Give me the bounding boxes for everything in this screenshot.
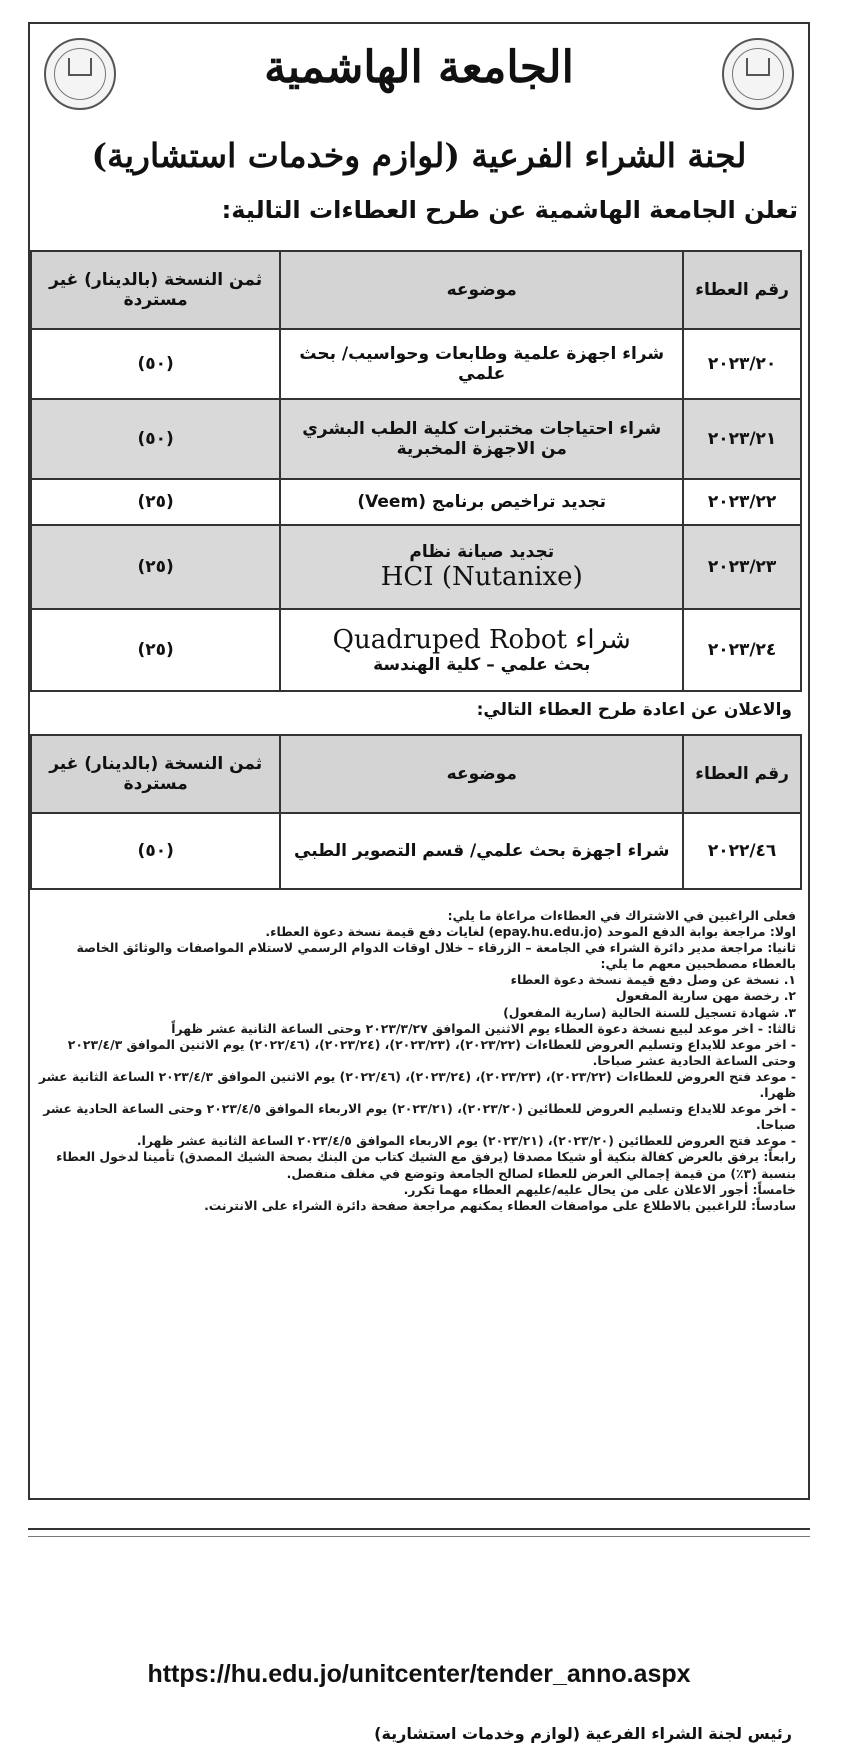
condition-line: - اخر موعد للايداع وتسليم العروض للعطاءات (٢٠٢٣/٢٢)، (٢٠٢٣/٢٣)، (٢٠٢٣/٢٤)، (٢٠٢٢/٤٦) يوم الاثنين الموافق ٢٠٢٣/٤/٣ وحتى الساعة الحادية عشر صباحا. bbox=[67, 1036, 796, 1068]
university-seal-icon bbox=[44, 38, 116, 110]
condition-line: سادساً: للراغبين بالاطلاع على مواصفات العطاء يمكنهم مراجعة صفحة دائرة الشراء على الانترنت. bbox=[204, 1197, 796, 1213]
tender-subject-line1: شراء Quadruped Robot bbox=[332, 625, 631, 655]
table-row bbox=[31, 609, 801, 691]
reannounce-line: والاعلان عن اعادة طرح العطاء التالي: bbox=[476, 700, 792, 720]
condition-line: ٢. رخصة مهن سارية المفعول bbox=[615, 988, 796, 1004]
university-seal-icon bbox=[722, 38, 794, 110]
header-price: ثمن النسخة (بالدينار) غير مستردة bbox=[31, 735, 280, 813]
conditions-text bbox=[38, 908, 796, 1214]
advertisement-frame bbox=[28, 22, 810, 1743]
tender-subject-line1: تجديد صيانة نظام bbox=[409, 542, 555, 562]
condition-line: خامساً: أجور الاعلان على من يحال عليه/عليهم العطاء مهما تكرر. bbox=[403, 1181, 796, 1197]
tender-number: ٢٠٢٣/٢٣ bbox=[683, 525, 801, 609]
condition-line: اولا: مراجعة بوابة الدفع الموحد (epay.hu.edu.jo) لغايات دفع قيمة نسخة دعوة العطاء. bbox=[265, 924, 796, 940]
condition-line: ثالثا: - اخر موعد لبيع نسخة دعوة العطاء يوم الاثنين الموافق ٢٠٢٣/٣/٢٧ وحتى الساعة الثانية عشر ظهراً bbox=[171, 1020, 796, 1036]
tender-price: (٢٥) bbox=[31, 479, 280, 525]
condition-line: - اخر موعد للايداع وتسليم العروض للعطائين (٢٠٢٣/٢٠)، (٢٠٢٣/٢١) يوم الاربعاء الموافق ٢٠٢٣/٤/٥ وحتى الساعة الحادية عشر صباحا. bbox=[43, 1101, 796, 1133]
tenders-table bbox=[30, 250, 802, 692]
tender-number: ٢٠٢٣/٢٠ bbox=[683, 329, 801, 399]
table-header-row bbox=[31, 735, 801, 813]
table-row bbox=[31, 525, 801, 609]
divider bbox=[28, 1528, 810, 1530]
condition-line: - موعد فتح العروض للعطائين (٢٠٢٣/٢٠)، (٢٠٢٣/٢١) يوم الاربعاء الموافق ٢٠٢٣/٤/٥ الساعة الثانية عشر ظهرا. bbox=[136, 1133, 796, 1149]
table-row bbox=[31, 479, 801, 525]
tender-price: (٢٥) bbox=[31, 525, 280, 609]
tender-subject: شراء احتياجات مختبرات كلية الطب البشري من الاجهزة المخبرية bbox=[280, 399, 683, 479]
tender-number: ٢٠٢٣/٢٢ bbox=[683, 479, 801, 525]
tender-price: (٥٠) bbox=[31, 813, 280, 889]
tender-price: (٥٠) bbox=[31, 329, 280, 399]
tender-subject-line2: بحث علمي – كلية الهندسة bbox=[373, 655, 591, 675]
announcement-line: تعلن الجامعة الهاشمية عن طرح العطاءات التالية: bbox=[221, 196, 798, 224]
condition-line: ثانيا: مراجعة مدير دائرة الشراء في الجامعة – الزرقاء – خلال اوقات الدوام الرسمي لاستلام المواصفات والوثائق الخاصة بالعطاء مصطحبين معهم ما يلي: bbox=[76, 940, 796, 972]
tender-subject-line2: (Nutanixe) HCI bbox=[380, 562, 583, 592]
divider bbox=[28, 1536, 810, 1537]
signature-line: رئيس لجنة الشراء الفرعية (لوازم وخدمات استشارية) bbox=[374, 1724, 792, 1743]
committee-title: لجنة الشراء الفرعية (لوازم وخدمات استشارية) bbox=[91, 136, 747, 175]
university-name: الجامعة الهاشمية bbox=[264, 42, 574, 93]
condition-line: ١. نسخة عن وصل دفع قيمة نسخة دعوة العطاء bbox=[510, 972, 796, 988]
condition-line: رابعاً: يرفق بالعرض كفالة بنكية أو شيكا مصدقا (يرفق مع الشيك كتاب من البنك بصحة الشيك المصدق) تأمينا لدخول العطاء بنسبة (٣٪) من قيمة إجمالي العرض للعطاء لصالح الجامعة وتوضع في مغلف منفصل. bbox=[56, 1149, 796, 1181]
tender-subject bbox=[280, 609, 683, 691]
tender-price: (٥٠) bbox=[31, 399, 280, 479]
tender-number: ٢٠٢٣/٢١ bbox=[683, 399, 801, 479]
tender-number: ٢٠٢٢/٤٦ bbox=[683, 813, 801, 889]
table-row bbox=[31, 329, 801, 399]
tender-subject: شراء اجهزة علمية وطابعات وحواسيب/ بحث علمي bbox=[280, 329, 683, 399]
tender-number: ٢٠٢٣/٢٤ bbox=[683, 609, 801, 691]
tender-subject: شراء اجهزة بحث علمي/ قسم التصوير الطبي bbox=[280, 813, 683, 889]
header-number: رقم العطاء bbox=[683, 251, 801, 329]
table-header-row bbox=[31, 251, 801, 329]
condition-line: ٣. شهادة تسجيل للسنة الحالية (سارية المفعول) bbox=[503, 1004, 796, 1020]
tender-subject bbox=[280, 525, 683, 609]
header-price: ثمن النسخة (بالدينار) غير مستردة bbox=[31, 251, 280, 329]
tender-price: (٢٥) bbox=[31, 609, 280, 691]
header-subject: موضوعه bbox=[280, 735, 683, 813]
tender-url[interactable]: https://hu.edu.jo/unitcenter/tender_anno.aspx bbox=[147, 1660, 691, 1688]
condition-line: فعلى الراغبين في الاشتراك في العطاءات مراعاة ما يلي: bbox=[447, 908, 796, 923]
header-subject: موضوعه bbox=[280, 251, 683, 329]
table-row bbox=[31, 813, 801, 889]
reannounce-table bbox=[30, 734, 802, 890]
header-number: رقم العطاء bbox=[683, 735, 801, 813]
tender-subject: تجديد تراخيص برنامج (Veem) bbox=[280, 479, 683, 525]
condition-line: - موعد فتح العروض للعطاءات (٢٠٢٣/٢٢)، (٢٠٢٣/٢٣)، (٢٠٢٣/٢٤)، (٢٠٢٢/٤٦) يوم الاثنين الموافق ٢٠٢٣/٤/٣ الساعة الثانية عشر ظهرا. bbox=[38, 1068, 796, 1101]
table-row bbox=[31, 399, 801, 479]
